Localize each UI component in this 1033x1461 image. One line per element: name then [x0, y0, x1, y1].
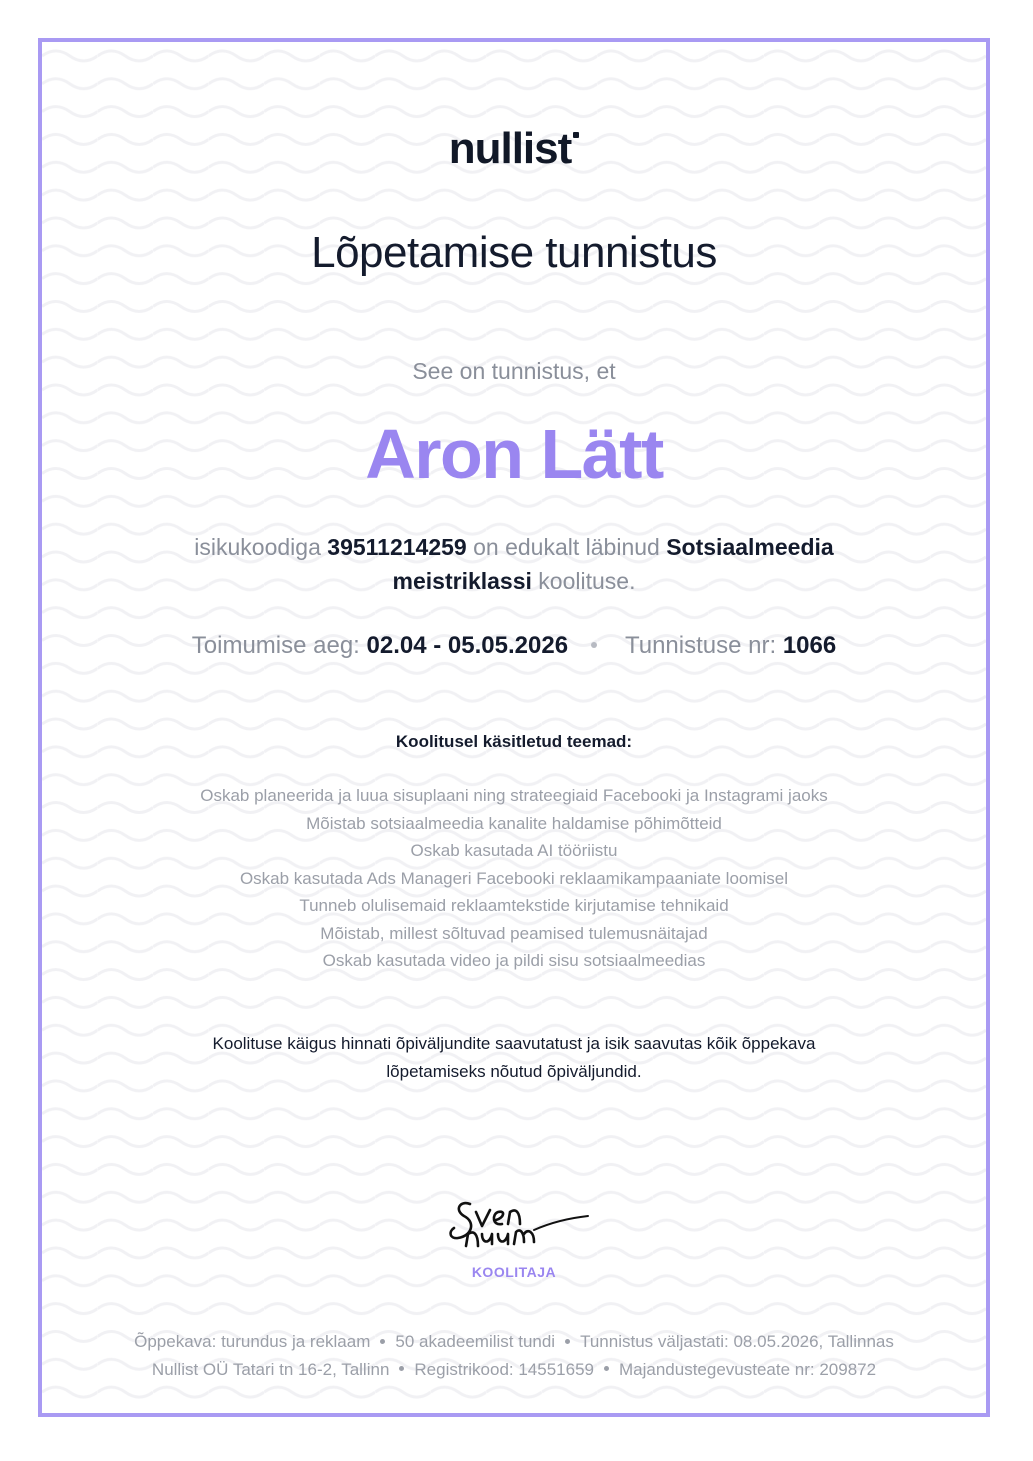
certificate-frame	[38, 38, 990, 1417]
certificate-meta	[42, 632, 986, 660]
signature-role: KOOLITAJA	[471, 1264, 557, 1280]
list-item: Oskab kasutada video ja pildi sisu sotsiaalmeedias	[322, 951, 706, 970]
closing-line: lõpetamiseks nõutud õpiväljundid.	[386, 1061, 642, 1081]
list-item: Mõistab sotsiaalmeedia kanalite haldamise põhimõtteid	[306, 813, 722, 833]
topics-heading: Koolitusel käsitletud teemad:	[395, 732, 633, 751]
list-item: Tunneb olulisemaid reklaamtekstide kirjutamise tehnikaid	[299, 896, 729, 915]
list-item: Oskab kasutada AI tööriistu	[410, 841, 618, 860]
logo-text: nullist	[448, 124, 572, 173]
nullist-logo	[42, 124, 986, 174]
license-number: Majandustegevusteate nr: 209872	[618, 1359, 877, 1379]
period-value: 02.04 - 05.05.2026	[366, 632, 569, 659]
id-prefix: isikukoodiga	[194, 534, 321, 560]
company-address: Nullist OÜ Tatari tn 16-2, Tallinn	[151, 1359, 390, 1379]
trainer-signature	[442, 1182, 602, 1262]
footer-row-1	[42, 1328, 986, 1356]
bullet-separator	[380, 1339, 385, 1344]
completion-statement	[42, 530, 986, 598]
closing-statement	[42, 1030, 986, 1085]
bullet-separator	[565, 1339, 570, 1344]
hours-text: 50 akadeemilist tundi	[395, 1332, 556, 1351]
footer	[42, 1328, 986, 1383]
number-label: Tunnistuse nr:	[624, 632, 777, 659]
completed-text: on edukalt läbinud	[473, 534, 660, 560]
list-item: Mõistab, millest sõltuvad peamised tulemusnäitajad	[320, 923, 708, 943]
id-code: 39511214259	[327, 534, 467, 560]
logo-dot	[573, 132, 579, 138]
bullet-separator	[604, 1366, 609, 1371]
certificate-title: Lõpetamise tunnistus	[311, 228, 717, 277]
recipient-name: Aron Lätt	[365, 415, 663, 493]
topics-list	[42, 782, 986, 975]
bullet-separator	[591, 642, 597, 648]
footer-row-2	[42, 1356, 986, 1384]
certificate-intro: See on tunnistus, et	[412, 358, 616, 384]
closing-line: Koolituse käigus hinnati õpiväljundite saavutatust ja isik saavutas kõik õppekava	[212, 1034, 816, 1053]
registry-code: Registrikood: 14551659	[414, 1359, 594, 1379]
period-label: Toimumise aeg:	[191, 632, 360, 659]
list-item: Oskab planeerida ja luua sisuplaani ning strateegiaid Facebooki ja Instagrami jaoks	[200, 786, 828, 805]
course-name: Sotsiaalmeedia meistriklassi	[392, 534, 834, 594]
issued-text: Tunnistus väljastati: 08.05.2026, Tallinnas	[580, 1332, 894, 1351]
list-item: Oskab kasutada Ads Manageri Facebooki reklaamikampaaniate loomisel	[239, 868, 789, 888]
course-suffix: koolituse.	[538, 568, 636, 594]
number-value: 1066	[782, 632, 837, 659]
curriculum-text: Õppekava: turundus ja reklaam	[134, 1332, 371, 1351]
bullet-separator	[399, 1366, 404, 1371]
